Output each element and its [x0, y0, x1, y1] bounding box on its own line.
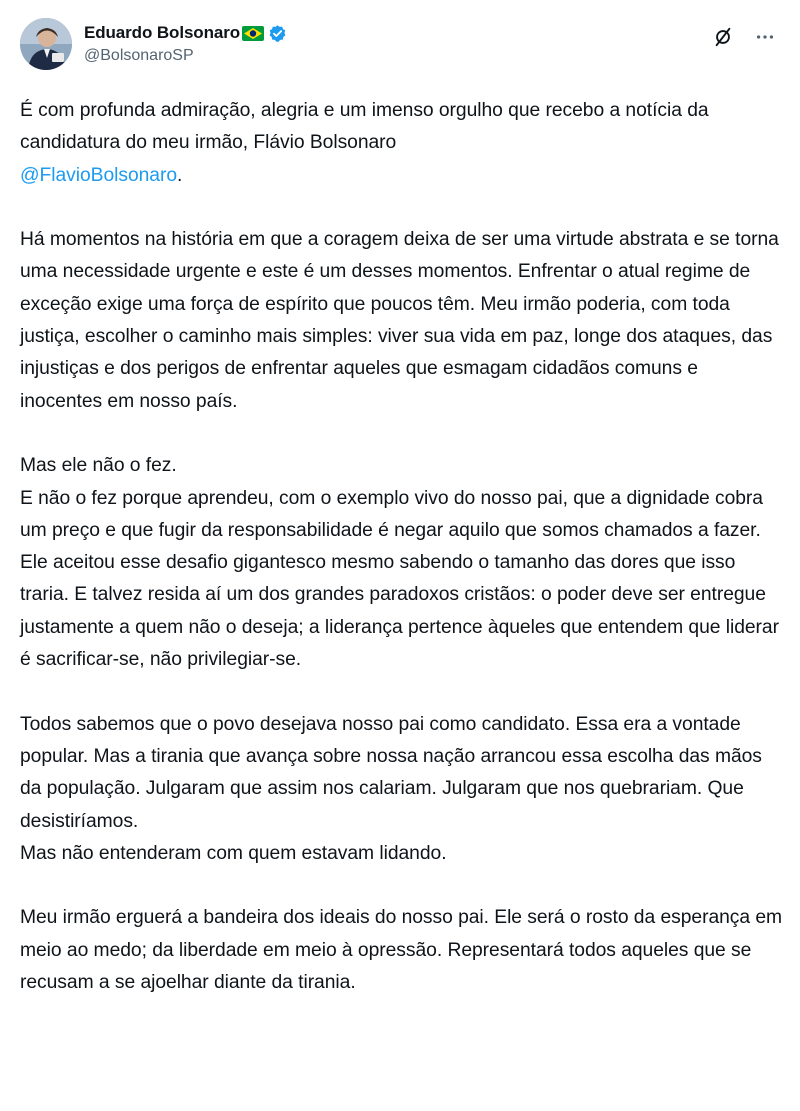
tweet-header	[20, 18, 780, 74]
more-options-icon[interactable]	[750, 22, 780, 52]
author-names	[84, 22, 287, 65]
paragraph-3-line-2: E não o fez porque aprendeu, com o exemplo vivo do nosso pai, que a dignidade cobra um preço e que fugir da responsabilidade é negar aquilo que somos chamados a fazer. Ele aceitou esse desafio gigantesco mesmo sabendo o tamanho das dores que isso traria. E talvez resida aí um dos grandes paradoxos cristãos: o poder deve ser entregue justamente a quem não o deseja; a liderança pertence àqueles que entendem que liderar é sacrificar-se, não privilegiar-se.	[20, 487, 779, 671]
paragraph-4-line-1: Todos sabemos que o povo desejava nosso pai como candidato. Essa era a vontade popular. Mas a tirania que avança sobre nossa nação arrancou essa escolha das mãos da população. Julgaram que assim nos calariam. Julgaram que nos quebrariam. Que desistiríamos.	[20, 713, 762, 832]
paragraph-1-text: É com profunda admiração, alegria e um imenso orgulho que recebo a notícia da candidatura do meu irmão, Flávio Bolsonaro	[20, 100, 709, 154]
paragraph-5: Meu irmão erguerá a bandeira dos ideais do nosso pai. Ele será o rosto da esperança em meio ao medo; da liberdade em meio à opressão. Representará todos aqueles que se recusam a se ajoelhar diante da tirania.	[20, 907, 783, 994]
tweet-text	[20, 95, 785, 1032]
paragraph-1	[20, 95, 785, 192]
paragraph-3	[20, 450, 785, 676]
verified-badge-icon[interactable]	[268, 24, 287, 43]
display-name[interactable]: Eduardo Bolsonaro	[84, 23, 241, 42]
author-handle[interactable]: @BolsonaroSP	[84, 47, 194, 64]
paragraph-4-line-2: Mas não entenderam com quem estavam lidando.	[20, 842, 447, 864]
grok-icon[interactable]	[708, 22, 738, 52]
avatar-image	[20, 18, 72, 70]
mention-link[interactable]: @FlavioBolsonaro	[20, 164, 178, 186]
name-row	[84, 22, 287, 44]
paragraph-1-end: .	[177, 164, 183, 186]
paragraph-3-line-1: Mas ele não o fez.	[20, 455, 177, 477]
avatar[interactable]	[20, 18, 72, 70]
header-actions	[708, 22, 780, 52]
brazil-flag-icon	[242, 26, 264, 41]
paragraph-2: Há momentos na história em que a coragem deixa de ser uma virtude abstrata e se torna uma necessidade urgente e este é um desses momentos. Enfrentar o atual regime de exceção exige uma força de espírito que poucos têm. Meu irmão poderia, com toda justiça, escolher o caminho mais simples: viver sua vida em paz, longe dos ataques, das injustiças e dos perigos de enfrentar aqueles que esmagam cidadãos comuns e inocentes em nosso país.	[20, 229, 779, 412]
paragraph-4	[20, 709, 785, 870]
